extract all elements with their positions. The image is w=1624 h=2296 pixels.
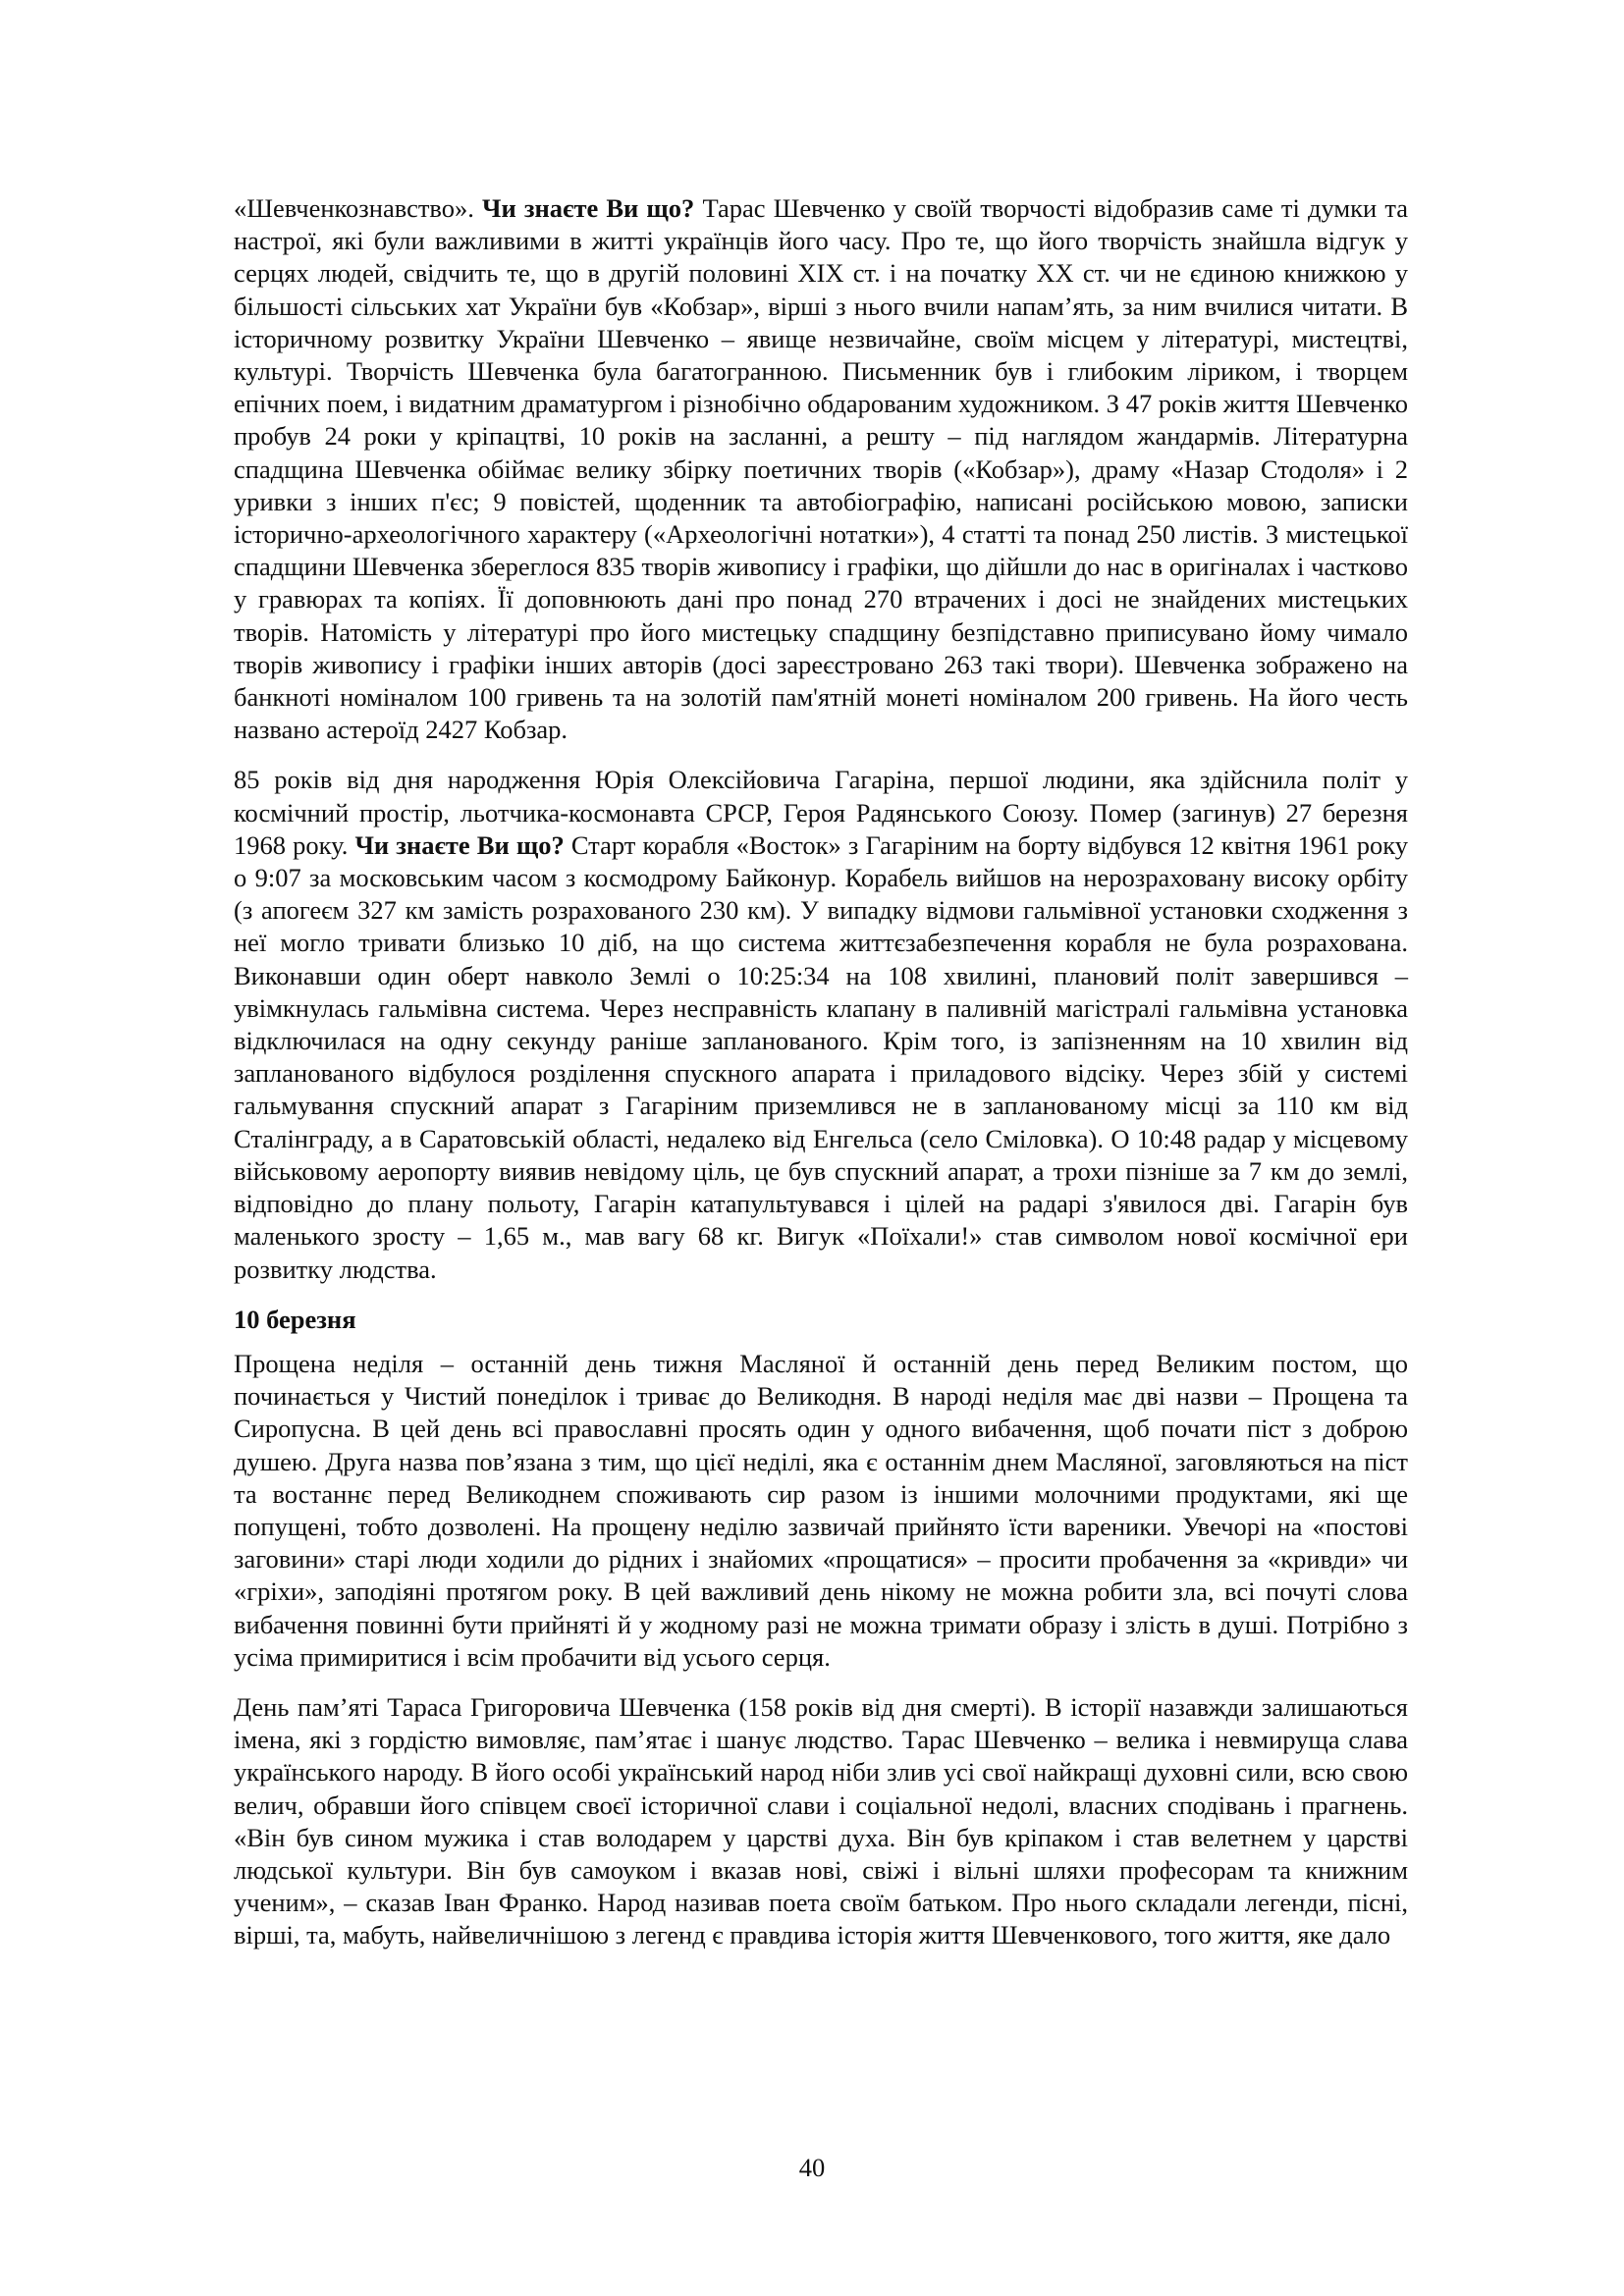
paragraph-text: 85 років від дня народження Юрія Олексійовича Гагаріна, першої людини, яка здійснила політ у космічний простір, льотчика-космонавта СРСР, Героя Радянського Союзу. Помер (загинув) 27 березня 1968 року. [234, 765, 1408, 860]
paragraph-text: Старт корабля «Восток» з Гагаріним на борту відбувся 12 квітня 1961 року о 9:07 за московським часом з космодрому Байконур. Корабель вийшов на нерозраховану високу орбіту (з апогеєм 327 км замість розрахованого 230 км). У випадку відмови гальмівної установки сходження з неї могло тривати близько 10 діб, на що система життєзабезпечення корабля не була розрахована. Виконавши один оберт навколо Землі о 10:25:34 на 108 хвилині, плановий політ завершився – увімкнулась гальмівна система. Через несправність клапану в паливній магістралі гальмівна установка відключилася на одну секунду раніше запланованого. Крім того, із запізненням на 10 хвилин від запланованого відбулося розділення спускного апарата і приладового відсіку. Через збій у системі гальмування спускний апарат з Гагаріним приземлився не в запланованому місці за 110 км від Сталінграду, а в Саратовській області, недалеко від Енгельса (село Сміловка). О 10:48 радар у місцевому військовому аеропорту виявив невідому ціль, це був спускний апарат, а трохи пізніше за 7 км до землі, відповідно до плану польоту, Гагарін катапультувався і цілей на радарі з'явилося дві. Гагарін був маленького зросту – 1,65 м., мав вагу 68 кг. Вигук «Поїхали!» став символом нової космічної ери розвитку людства. [234, 829, 1408, 1284]
did-you-know-label: Чи знаєте Ви що? [354, 829, 565, 860]
did-you-know-label: Чи знаєте Ви що? [482, 193, 695, 223]
page-number: 40 [798, 2153, 826, 2182]
paragraph-forgiveness-sunday: Прощена неділя – останній день тижня Масляної й останній день перед Великим постом, що починається у Чистий понеділок і триває до Великодня. В народі неділя має дві назви – Прощена та Сиропусна. В цей день всі православні просять один у одного вибачення, щоб почати піст з доброю душею. Друга назва пов’язана з тим, що цієї неділі, яка є останнім днем Масляної, заговляються на піст та востаннє перед Великоднем споживають сир разом із іншими молочними продуктами, які ще попущені, тобто дозволені. На прощену неділю зазвичай прийнято їсти вареники. Увечорі на «постові заговини» старі люди ходили до рідних і знайомих «прощатися» – просити пробачення за «кривди» чи «гріхи», заподіяні протягом року. В цей важливий день нікому не можна робити зла, всі почуті слова вибачення повинні бути прийняті й у жодному разі не можна тримати образу і злість в душі. Потрібно з усіма примиритися і всім пробачити від усього серця. [234, 1348, 1408, 1672]
paragraph-shevchenko-memory: День пам’яті Тараса Григоровича Шевченка (158 років від дня смерті). В історії назавжди залишаються імена, які з гордістю вимовляє, пам’ятає і шанує людство. Тарас Шевченко – велика і невмируща слава українського народу. В його особі український народ ніби злив усі свої найкращі духовні сили, всю свою велич, обравши його співцем своєї історичної слави і соціальної недолі, власних сподівань і прагнень. «Він був сином мужика і став володарем у царстві духа. Він був кріпаком і став велетнем у царстві людської культури. Він був самоуком і вказав нові, свіжі і вільні шляхи професорам та книжним ученим», – сказав Іван Франко. Народ називав поета своїм батьком. Про нього складали легенди, пісні, вірші, та, мабуть, найвеличнішою з легенд є правдива історія життя Шевченкового, того життя, яке дало [234, 1691, 1408, 1950]
paragraph-shevchenko-facts [234, 192, 1408, 746]
paragraph-text: Тарас Шевченко у своїй творчості відобразив саме ті думки та настрої, які були важливими в житті українців його часу. Про те, що його творчість знайшла відгук у серцях людей, свідчить те, що в другій половині XIX ст. і на початку XX ст. чи не єдиною книжкою у більшості сільських хат України був «Кобзар», вірші з нього вчили напам’ять, за ним вчилися читати. В історичному розвитку України Шевченко – явище незвичайне, своїм місцем у літературі, мистецтві, культурі. Творчість Шевченка була багатогранною. Письменник був і глибоким ліриком, і творцем епічних поем, і видатним драматургом і різнобічно обдарованим художником. З 47 років життя Шевченко пробув 24 роки у кріпацтві, 10 років на засланні, а решту – під наглядом жандармів. Літературна спадщина Шевченка обіймає велику збірку поетичних творів («Кобзар»), драму «Назар Стодоля» і 2 уривки з інших п'єс; 9 повістей, щоденник та автобіографію, написані російською мовою, записки історично-археологічного характеру («Археологічні нотатки»), 4 статті та понад 250 листів. З мистецької спадщини Шевченка збереглося 835 творів живопису і графіки, що дійшли до нас в оригіналах і частково у гравюрах та копіях. Її доповнюють дані про понад 270 втрачених і досі не знайдених мистецьких творів. Натомість у літературі про його мистецьку спадщину безпідставно приписувано йому чимало творів живопису і графіки інших авторів (досі зареєстровано 263 такі твори). Шевченка зображено на банкноті номіналом 100 гривень та на золотій пам'ятній монеті номіналом 200 гривень. На його честь названо астероїд 2427 Кобзар. [234, 193, 1408, 745]
date-heading: 10 березня [234, 1304, 356, 1334]
paragraph-gagarin [234, 764, 1408, 1285]
document-body [234, 192, 1408, 1970]
paragraph-text: «Шевченкознавство». [234, 193, 482, 223]
